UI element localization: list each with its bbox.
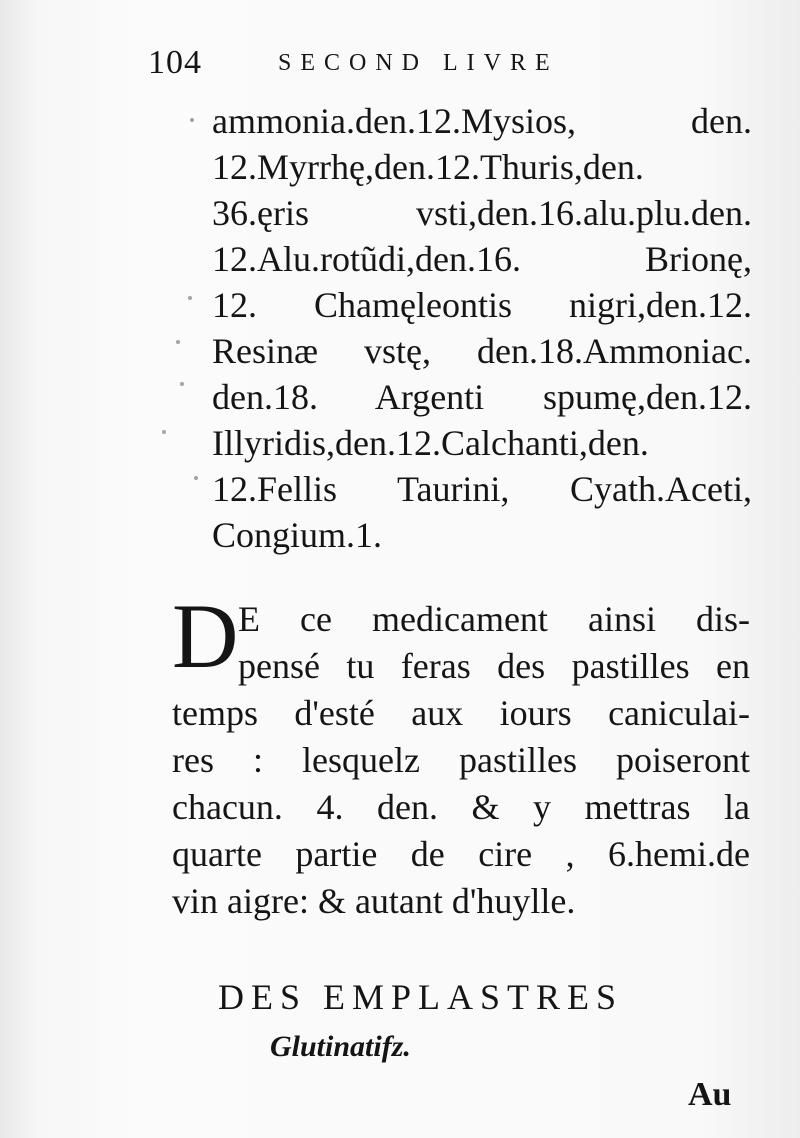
recipe-text — [212, 98, 752, 558]
text-line: temps d'esté aux iours caniculai- — [172, 693, 750, 733]
running-header — [148, 44, 748, 88]
margin-specks — [150, 100, 210, 560]
text-line: 12.Fellis Taurini, Cyath.Aceti, — [212, 469, 752, 509]
page-number: 104 — [148, 44, 202, 81]
catchword: Au — [688, 1076, 732, 1113]
text-line: 12.Alu.rotũdi,den.16. Brionę, — [212, 239, 752, 279]
instruction-paragraph — [172, 585, 750, 925]
text-line: 12.Myrrhę,den.12.Thuris,den. — [212, 147, 644, 187]
running-title: SECOND LIVRE — [278, 50, 559, 76]
text-line: 12. Chamęleontis nigri,den.12. — [212, 285, 752, 325]
text-line: 36.ęris vsti,den.16.alu.plu.den. — [212, 193, 752, 233]
text-line: E ce medicament ainsi dis- — [238, 599, 750, 639]
text-line: chacun. 4. den. & y mettras la — [172, 787, 750, 827]
text-line: pensé tu feras des pastilles en — [238, 646, 750, 686]
text-line: den.18. Argenti spumę,den.12. — [212, 377, 752, 417]
text-line: res : lesquelz pastilles poiseront — [172, 740, 750, 780]
text-line: quarte partie de cire , 6.hemi.de — [172, 834, 750, 874]
text-line: Congium.1. — [212, 515, 383, 555]
text-line: vin aigre: & autant d'huylle. — [172, 881, 576, 921]
text-line: ammonia.den.12.Mysios, den. — [212, 101, 752, 141]
section-heading: DES EMPLASTRES — [218, 977, 624, 1017]
section-subheading: Glutinatifz. — [270, 1030, 411, 1063]
drop-capital: D — [172, 585, 239, 687]
text-line: Illyridis,den.12.Calchanti,den. — [212, 423, 649, 463]
text-line: Resinæ vstę, den.18.Ammoniac. — [212, 331, 752, 371]
